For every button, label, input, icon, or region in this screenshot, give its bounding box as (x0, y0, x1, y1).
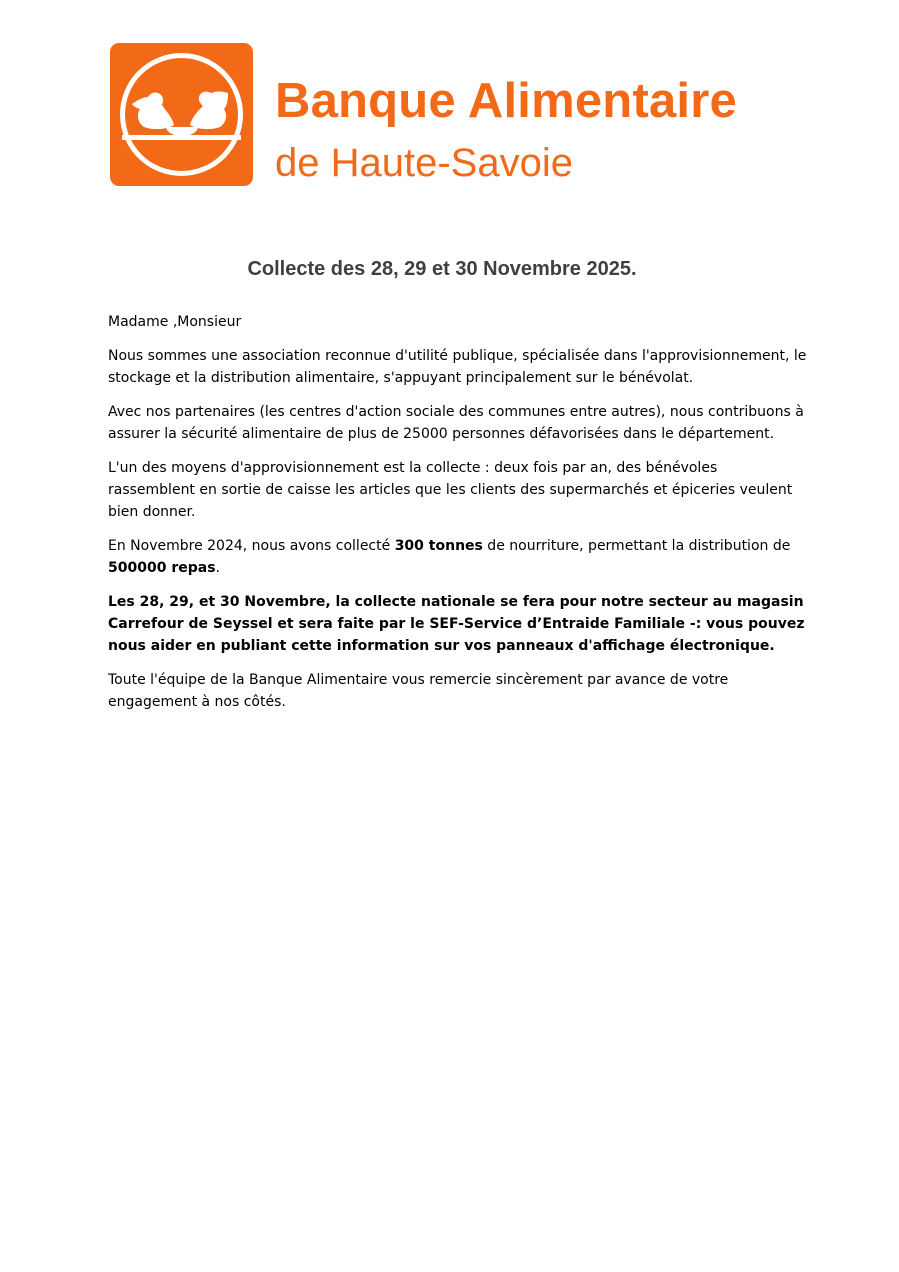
greeting: Madame ,Monsieur (108, 314, 242, 330)
logo-subtitle: de Haute-Savoie (275, 141, 573, 185)
paragraph-thanks: Toute l'équipe de la Banque Alimentaire vous remercie sincèrement par avance de votre engagement à nos côtés. (108, 672, 729, 710)
results-text-2: de nourriture, permettant la distribution de (482, 538, 791, 554)
logo-title: Banque Alimentaire (275, 74, 737, 128)
letter-body (108, 311, 808, 725)
logo-emblem (110, 43, 253, 186)
results-meals: 500000 repas (108, 560, 216, 576)
announcement-text: Les 28, 29, et 30 Novembre, la collecte nationale se fera pour notre secteur au magasin Carrefour de Seyssel et sera faite par le SEF-Service d’Entraide Familiale -: vous pouvez nous aider en publiant cette information sur vos panneaux d'affichage électronique. (108, 594, 805, 654)
paragraph-announcement (108, 591, 808, 657)
paragraph-collection: L'un des moyens d'approvisionnement est la collecte : deux fois par an, des bénévoles rassemblent en sortie de caisse les articles que les clients des supermarchés et épiceries veulent bien donner. (108, 460, 793, 520)
logo (110, 43, 780, 188)
results-text-3: . (215, 560, 220, 576)
document-title: Collecte des 28, 29 et 30 Novembre 2025. (247, 258, 637, 280)
paragraph-association: Nous sommes une association reconnue d'utilité publique, spécialisée dans l'approvisionnement, le stockage et la distribution alimentaire, s'appuyant principalement sur le bénévolat. (108, 348, 807, 386)
paragraph-results (108, 535, 808, 579)
birds-bowl-icon (110, 43, 253, 186)
results-text-1: En Novembre 2024, nous avons collecté (108, 538, 395, 554)
paragraph-partners: Avec nos partenaires (les centres d'action sociale des communes entre autres), nous contribuons à assurer la sécurité alimentaire de plus de 25000 personnes défavorisées dans le département. (108, 404, 804, 442)
results-tonnes: 300 tonnes (394, 538, 483, 554)
